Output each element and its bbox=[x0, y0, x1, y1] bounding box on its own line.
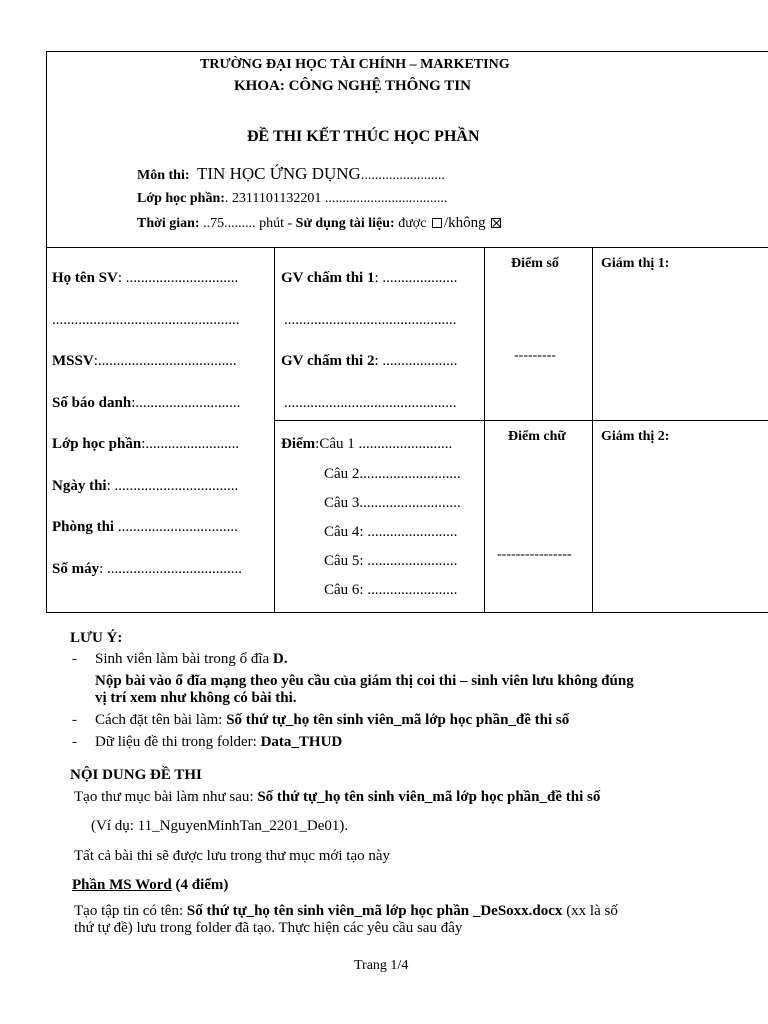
gv1-label: GV chấm thi 1 bbox=[281, 270, 375, 286]
note-item-3-bold: Data_THUD bbox=[260, 734, 343, 750]
student-name-row bbox=[52, 270, 238, 287]
note-item-3-text: Dữ liệu đề thi trong folder: bbox=[95, 734, 261, 750]
mssv-dots: :..................................... bbox=[93, 353, 237, 369]
subject-dots: ........................ bbox=[360, 168, 445, 183]
page-number: Trang 1/4 bbox=[354, 958, 409, 973]
content-line-4-text: Tạo tập tin có tên: bbox=[74, 903, 187, 919]
lop-row bbox=[52, 436, 239, 453]
lop-label: Lớp học phần bbox=[52, 436, 142, 452]
student-name-dots: : .............................. bbox=[117, 270, 239, 286]
column-divider-1 bbox=[274, 247, 275, 613]
sbd-label: Số báo danh bbox=[52, 395, 132, 411]
docs-label: Sử dụng tài liệu: bbox=[295, 216, 395, 231]
notes-title: LƯU Ý: bbox=[70, 630, 123, 646]
somay-row bbox=[52, 561, 242, 578]
mssv-row bbox=[52, 353, 237, 370]
diem-chu-label: Điểm chữ bbox=[508, 429, 566, 444]
phong-label: Phòng thi bbox=[52, 519, 115, 535]
diem-so-label: Điểm số bbox=[511, 256, 559, 271]
diem-row bbox=[281, 436, 452, 453]
content-line-1-bold: Số thứ tự_họ tên sinh viên_mã lớp học phần_đề thi số bbox=[257, 789, 601, 805]
time-value: ..75......... phút - bbox=[203, 216, 293, 231]
row-divider bbox=[274, 420, 768, 421]
gv2-label: GV chấm thi 2 bbox=[281, 353, 375, 369]
part-title-rest: (4 điểm) bbox=[171, 877, 229, 893]
note-item-1-text: Sinh viên làm bài trong ổ đĩa bbox=[95, 651, 273, 667]
content-line-2: (Ví dụ: 11_NguyenMinhTan_2201_De01). bbox=[91, 818, 349, 834]
class-label: Lớp học phần: bbox=[137, 191, 225, 206]
subject-value: TIN HỌC ỨNG DỤNG bbox=[197, 164, 361, 183]
column-divider-3 bbox=[592, 247, 593, 613]
note-item-1-sub-1: Nộp bài vào ổ đĩa mạng theo yêu cầu của giám thị coi thi – sinh viên lưu không đúng bbox=[95, 673, 634, 689]
note-bullet-3: - bbox=[72, 734, 77, 750]
giam-thi-1-label: Giám thị 1: bbox=[601, 256, 670, 271]
content-line-1 bbox=[74, 789, 600, 806]
cau-5: Câu 5: ........................ bbox=[324, 553, 458, 569]
content-line-5: thứ tự đề) lưu trong folder đã tạo. Thực hiện các yêu cầu sau đây bbox=[74, 920, 463, 936]
column-divider-2 bbox=[484, 247, 485, 613]
lop-dots: :......................... bbox=[141, 436, 240, 452]
student-name-label: Họ tên SV bbox=[52, 270, 118, 286]
subject-row bbox=[137, 164, 445, 184]
diem-chu-dashes: ---------------- bbox=[497, 547, 572, 562]
faculty-name: KHOA: CÔNG NGHỆ THÔNG TIN bbox=[234, 78, 471, 94]
ngay-dots: : ................................. bbox=[106, 478, 239, 494]
gv2-dots: : .................... bbox=[374, 353, 458, 369]
note-item-2-text: Cách đặt tên bài làm: bbox=[95, 712, 227, 728]
giam-thi-2-label: Giám thị 2: bbox=[601, 429, 670, 444]
docs-yes-checkbox[interactable] bbox=[432, 218, 442, 228]
ngay-label: Ngày thi bbox=[52, 478, 107, 494]
note-item-1-sub-2: vị trí xem như không có bài thi. bbox=[95, 690, 297, 706]
student-name-dots-2: .................................................. bbox=[52, 312, 240, 328]
docs-yes-label: được bbox=[398, 216, 427, 231]
content-line-4-rest: (xx là số bbox=[562, 903, 618, 919]
content-line-1-text: Tạo thư mục bài làm như sau: bbox=[74, 789, 258, 805]
cau-2: Câu 2........................... bbox=[324, 466, 461, 482]
docs-no-checkbox[interactable] bbox=[491, 218, 501, 228]
mssv-label: MSSV bbox=[52, 353, 94, 369]
sbd-dots: :............................ bbox=[131, 395, 241, 411]
note-item-1-bold: D. bbox=[272, 651, 288, 667]
subject-label: Môn thi: bbox=[137, 168, 190, 183]
content-line-4-bold: Số thứ tự_họ tên sinh viên_mã lớp học phần _DeSoxx.docx bbox=[186, 903, 563, 919]
gv1-dots-2: .............................................. bbox=[284, 312, 457, 328]
somay-dots: : .................................... bbox=[99, 561, 243, 577]
school-name: TRƯỜNG ĐẠI HỌC TÀI CHÍNH – MARKETING bbox=[200, 57, 510, 72]
gv1-dots: : .................... bbox=[374, 270, 458, 286]
docs-no-label: /không bbox=[443, 215, 486, 231]
cau-6: Câu 6: ........................ bbox=[324, 582, 458, 598]
part-title bbox=[72, 877, 228, 894]
content-title: NỘI DUNG ĐỀ THI bbox=[70, 767, 202, 783]
note-item-2 bbox=[95, 712, 569, 729]
exam-title: ĐỀ THI KẾT THÚC HỌC PHẦN bbox=[247, 128, 480, 145]
note-bullet-2: - bbox=[72, 712, 77, 728]
class-row bbox=[137, 191, 447, 207]
phong-row bbox=[52, 519, 238, 536]
diem-label: Điểm bbox=[281, 436, 316, 452]
cau-3: Câu 3........................... bbox=[324, 495, 461, 511]
note-bullet-1: - bbox=[72, 651, 77, 667]
content-line-4 bbox=[74, 903, 618, 920]
note-item-3 bbox=[95, 734, 342, 751]
phong-dots: ................................ bbox=[114, 519, 238, 535]
content-line-3: Tất cả bài thi sẽ được lưu trong thư mục mới tạo này bbox=[74, 848, 391, 864]
time-row bbox=[137, 215, 503, 232]
ngay-row bbox=[52, 478, 238, 495]
header-divider bbox=[46, 247, 768, 248]
time-label: Thời gian: bbox=[137, 216, 200, 231]
diem-so-dashes: --------- bbox=[514, 348, 556, 363]
cau-4: Câu 4: ........................ bbox=[324, 524, 458, 540]
cau-1: :Câu 1 ......................... bbox=[315, 436, 453, 452]
note-item-2-bold: Số thứ tự_họ tên sinh viên_mã lớp học phần_đề thi số bbox=[226, 712, 570, 728]
gv2-dots-2: .............................................. bbox=[284, 395, 457, 411]
somay-label: Số máy bbox=[52, 561, 100, 577]
sbd-row bbox=[52, 395, 240, 412]
part-title-underlined: Phần MS Word bbox=[72, 877, 172, 893]
gv1-row bbox=[281, 270, 457, 287]
gv2-row bbox=[281, 353, 457, 370]
class-value: . 2311101132201 ................................... bbox=[224, 191, 448, 206]
note-item-1 bbox=[95, 651, 287, 668]
